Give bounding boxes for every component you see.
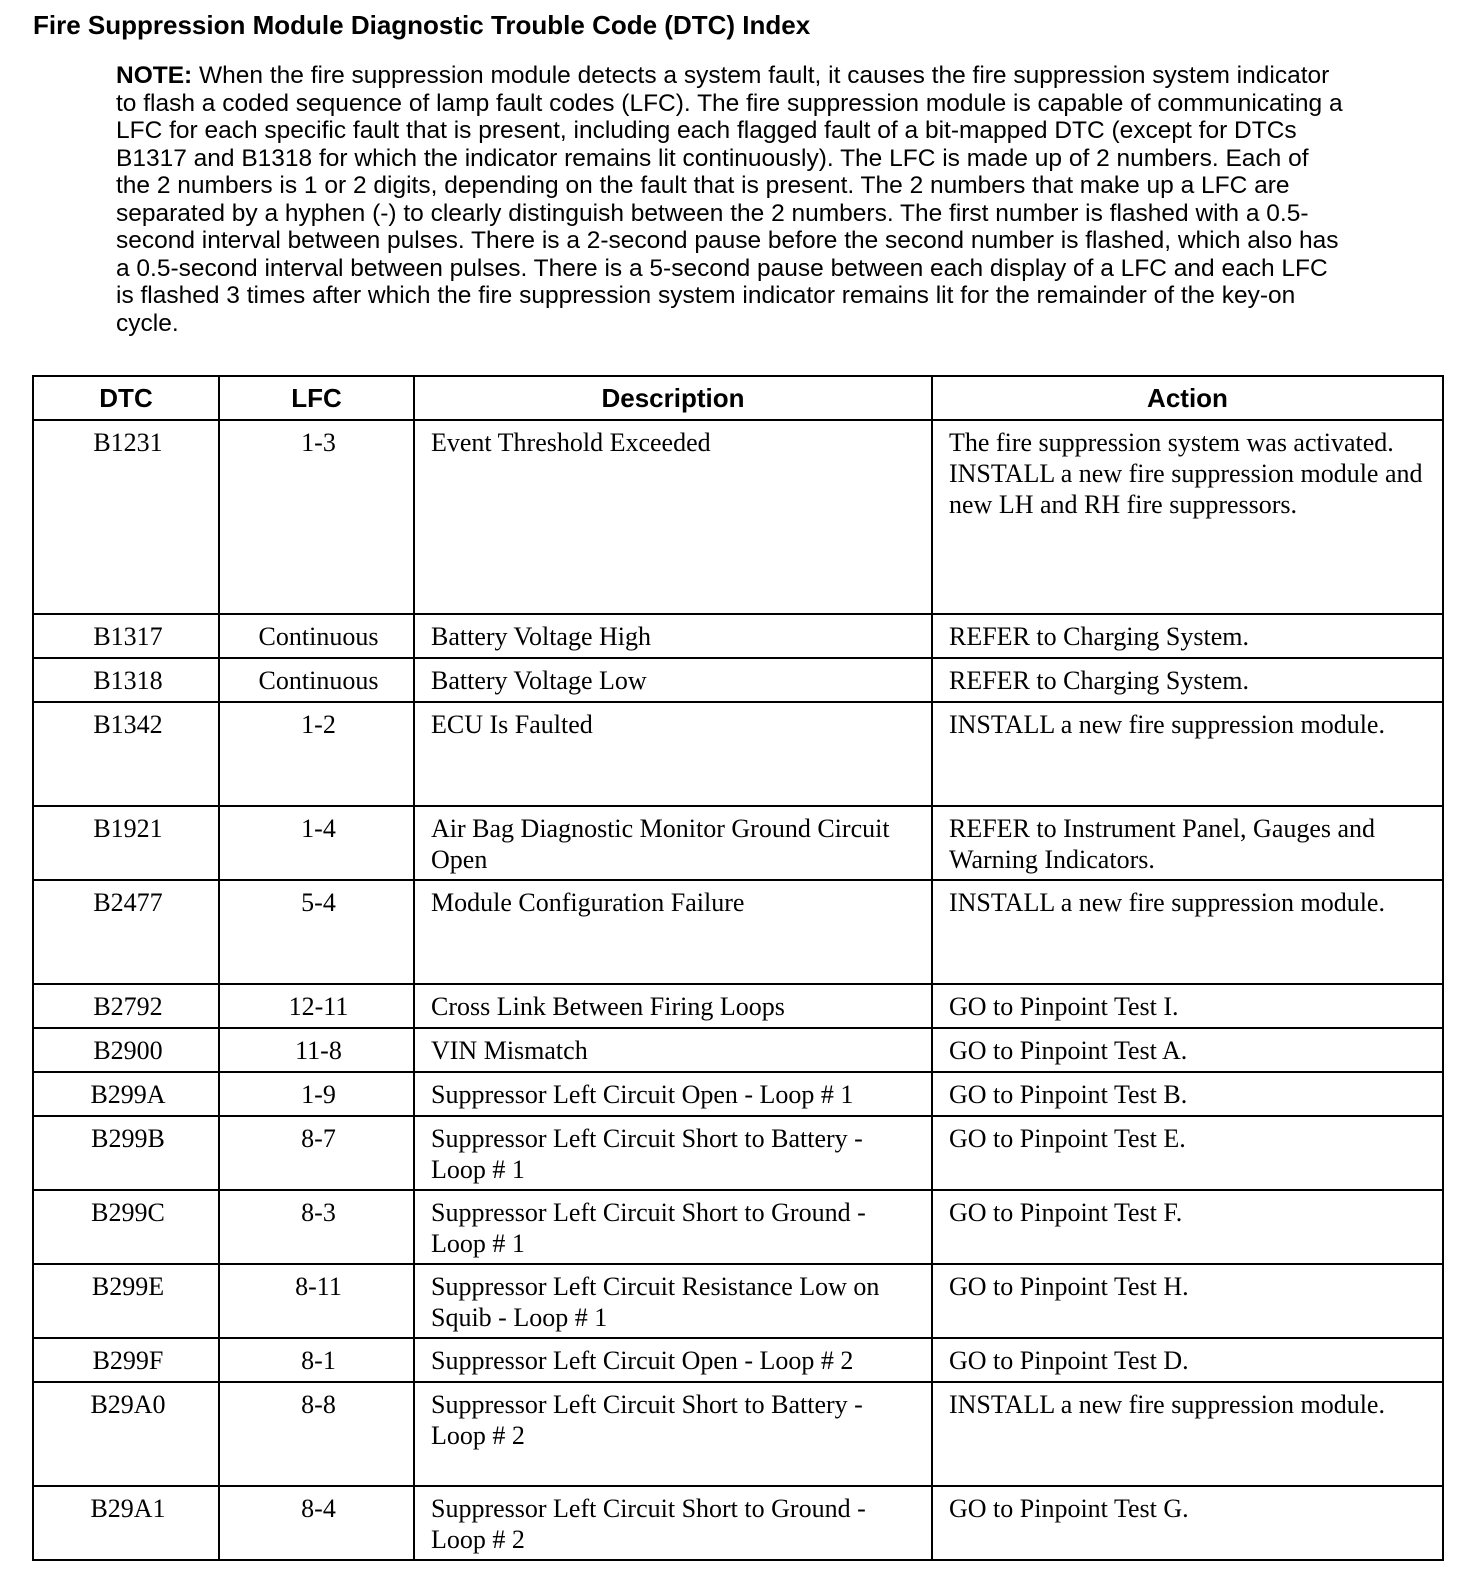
cell-description: Event Threshold Exceeded <box>414 420 932 614</box>
cell-action: GO to Pinpoint Test G. <box>932 1486 1443 1560</box>
cell-dtc: B2792 <box>33 984 219 1028</box>
cell-lfc: 1-3 <box>219 420 414 614</box>
cell-lfc: 12-11 <box>219 984 414 1028</box>
cell-lfc: 1-2 <box>219 702 414 806</box>
cell-lfc: 1-9 <box>219 1072 414 1116</box>
cell-action: GO to Pinpoint Test A. <box>932 1028 1443 1072</box>
cell-action: GO to Pinpoint Test H. <box>932 1264 1443 1338</box>
cell-action: INSTALL a new fire suppression module. <box>932 1382 1443 1486</box>
cell-action: INSTALL a new fire suppression module. <box>932 702 1443 806</box>
cell-lfc: 11-8 <box>219 1028 414 1072</box>
cell-dtc: B1342 <box>33 702 219 806</box>
note-label: NOTE: <box>116 62 193 89</box>
header-dtc: DTC <box>33 376 219 420</box>
cell-action: GO to Pinpoint Test D. <box>932 1338 1443 1382</box>
table-row <box>33 702 1443 806</box>
cell-action: GO to Pinpoint Test F. <box>932 1190 1443 1264</box>
cell-description: Module Configuration Failure <box>414 880 932 984</box>
cell-lfc: 1-4 <box>219 806 414 880</box>
table-row <box>33 1028 1443 1072</box>
table-row <box>33 1072 1443 1116</box>
cell-action: The fire suppression system was activated. INSTALL a new fire suppression module and new LH and RH fire suppressors. <box>932 420 1443 614</box>
cell-lfc: 5-4 <box>219 880 414 984</box>
cell-action: REFER to Charging System. <box>932 614 1443 658</box>
cell-dtc: B1921 <box>33 806 219 880</box>
table-row <box>33 420 1443 614</box>
table-row <box>33 1338 1443 1382</box>
cell-action: REFER to Instrument Panel, Gauges and Warning Indicators. <box>932 806 1443 880</box>
table-row <box>33 658 1443 702</box>
cell-description: Suppressor Left Circuit Short to Battery - Loop # 2 <box>414 1382 932 1486</box>
cell-dtc: B2900 <box>33 1028 219 1072</box>
table-row <box>33 1486 1443 1560</box>
cell-dtc: B1318 <box>33 658 219 702</box>
cell-lfc: Continuous <box>219 658 414 702</box>
table-row <box>33 880 1443 984</box>
cell-lfc: 8-7 <box>219 1116 414 1190</box>
cell-description: Battery Voltage High <box>414 614 932 658</box>
table-row <box>33 1264 1443 1338</box>
cell-dtc: B299C <box>33 1190 219 1264</box>
cell-description: Suppressor Left Circuit Short to Ground - Loop # 2 <box>414 1486 932 1560</box>
cell-action: INSTALL a new fire suppression module. <box>932 880 1443 984</box>
cell-dtc: B299E <box>33 1264 219 1338</box>
header-lfc: LFC <box>219 376 414 420</box>
table-row <box>33 1116 1443 1190</box>
cell-action: GO to Pinpoint Test I. <box>932 984 1443 1028</box>
cell-dtc: B2477 <box>33 880 219 984</box>
table-row <box>33 806 1443 880</box>
cell-lfc: Continuous <box>219 614 414 658</box>
table-row <box>33 984 1443 1028</box>
table-row <box>33 1382 1443 1486</box>
cell-dtc: B1317 <box>33 614 219 658</box>
cell-description: Suppressor Left Circuit Short to Ground - Loop # 1 <box>414 1190 932 1264</box>
cell-dtc: B1231 <box>33 420 219 614</box>
note-paragraph <box>116 62 1348 337</box>
table-row <box>33 1190 1443 1264</box>
cell-description: Air Bag Diagnostic Monitor Ground Circuit Open <box>414 806 932 880</box>
cell-dtc: B299F <box>33 1338 219 1382</box>
header-action: Action <box>932 376 1443 420</box>
cell-lfc: 8-11 <box>219 1264 414 1338</box>
cell-action: GO to Pinpoint Test E. <box>932 1116 1443 1190</box>
cell-lfc: 8-1 <box>219 1338 414 1382</box>
note-text: When the fire suppression module detects a system fault, it causes the fire suppression system indicator to flash a coded sequence of lamp fault codes (LFC). The fire suppression module is capable of communicating a LFC for each specific fault that is present, including each flagged fault of a bit-mapped DTC (except for DTCs B1317 and B1318 for which the indicator remains lit continuously). The LFC is made up of 2 numbers. Each of the 2 numbers is 1 or 2 digits, depending on the fault that is present. The 2 numbers that make up a LFC are separated by a hyphen (-) to clearly distinguish between the 2 numbers. The first number is flashed with a 0.5-second interval between pulses. There is a 2-second pause before the second number is flashed, which also has a 0.5-second interval between pulses. There is a 5-second pause between each display of a LFC and each LFC is flashed 3 times after which the fire suppression system indicator remains lit for the remainder of the key-on cycle. <box>116 62 1343 337</box>
cell-action: GO to Pinpoint Test B. <box>932 1072 1443 1116</box>
cell-dtc: B299B <box>33 1116 219 1190</box>
cell-lfc: 8-8 <box>219 1382 414 1486</box>
cell-lfc: 8-4 <box>219 1486 414 1560</box>
cell-dtc: B29A0 <box>33 1382 219 1486</box>
page-title: Fire Suppression Module Diagnostic Trouble Code (DTC) Index <box>33 10 811 40</box>
cell-description: Suppressor Left Circuit Resistance Low on Squib - Loop # 1 <box>414 1264 932 1338</box>
cell-lfc: 8-3 <box>219 1190 414 1264</box>
dtc-index-table <box>32 375 1444 1561</box>
table-row <box>33 614 1443 658</box>
cell-dtc: B29A1 <box>33 1486 219 1560</box>
cell-description: Suppressor Left Circuit Open - Loop # 2 <box>414 1338 932 1382</box>
header-description: Description <box>414 376 932 420</box>
cell-description: Suppressor Left Circuit Short to Battery - Loop # 1 <box>414 1116 932 1190</box>
cell-description: ECU Is Faulted <box>414 702 932 806</box>
cell-action: REFER to Charging System. <box>932 658 1443 702</box>
cell-dtc: B299A <box>33 1072 219 1116</box>
cell-description: Suppressor Left Circuit Open - Loop # 1 <box>414 1072 932 1116</box>
cell-description: VIN Mismatch <box>414 1028 932 1072</box>
cell-description: Cross Link Between Firing Loops <box>414 984 932 1028</box>
cell-description: Battery Voltage Low <box>414 658 932 702</box>
table-header-row <box>33 376 1443 420</box>
